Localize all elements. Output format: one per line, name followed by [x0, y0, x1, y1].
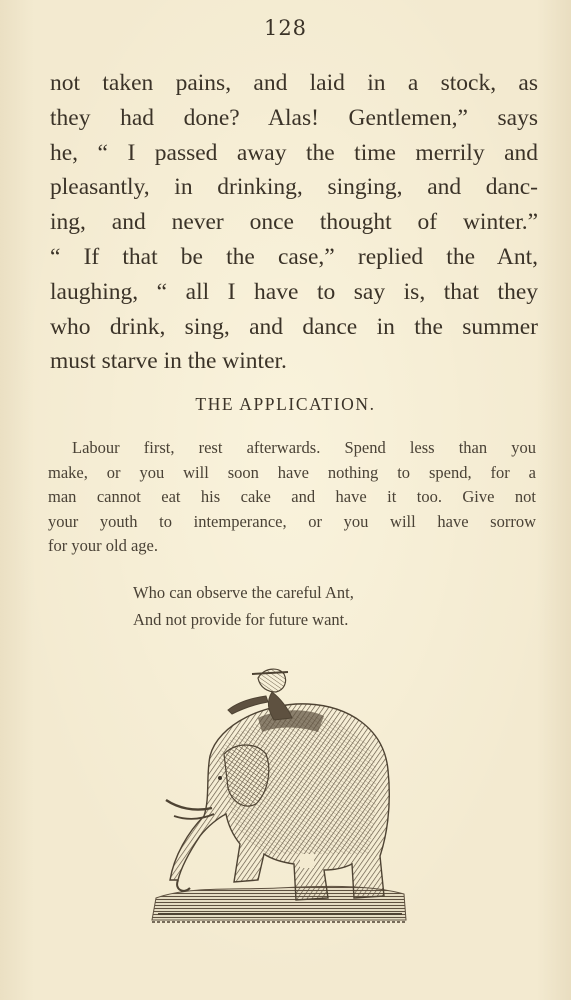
elephant-woodcut-illustration [148, 658, 410, 930]
couplet-line: And not provide for future want. [133, 610, 349, 629]
elephant-figure [166, 704, 389, 900]
body-line: laughing, “ all I have to say is, that they [50, 278, 538, 305]
application-line: your youth to intemperance, or you will have sorrow [48, 511, 536, 531]
body-line: must starve in the winter. [50, 348, 287, 375]
body-line: not taken pains, and laid in a stock, as [50, 70, 538, 96]
application-line: Labour first, rest afterwards. Spend less than you [72, 438, 536, 457]
application-line: for your old age. [48, 536, 158, 555]
fable-body-text [50, 66, 538, 379]
body-line: they had done? Alas! Gentlemen,” says [50, 104, 538, 131]
application-line: man cannot eat his cake and have it too. Give not [48, 487, 536, 506]
application-line: make, or you will soon have nothing to spend, for a [48, 462, 536, 482]
couplet-line: Who can observe the careful Ant, [133, 583, 354, 602]
body-line: “ If that be the case,” replied the Ant, [50, 243, 538, 270]
body-line: he, “ I passed away the time merrily and [50, 139, 538, 166]
moral-couplet [133, 579, 453, 633]
body-line: ing, and never once thought of winter.” [50, 209, 538, 236]
body-line: who drink, sing, and dance in the summer [50, 313, 538, 340]
section-heading: THE APPLICATION. [195, 394, 376, 414]
body-line: pleasantly, in drinking, singing, and danc- [50, 174, 538, 201]
page-number: 128 [263, 16, 308, 40]
application-paragraph [48, 436, 536, 559]
